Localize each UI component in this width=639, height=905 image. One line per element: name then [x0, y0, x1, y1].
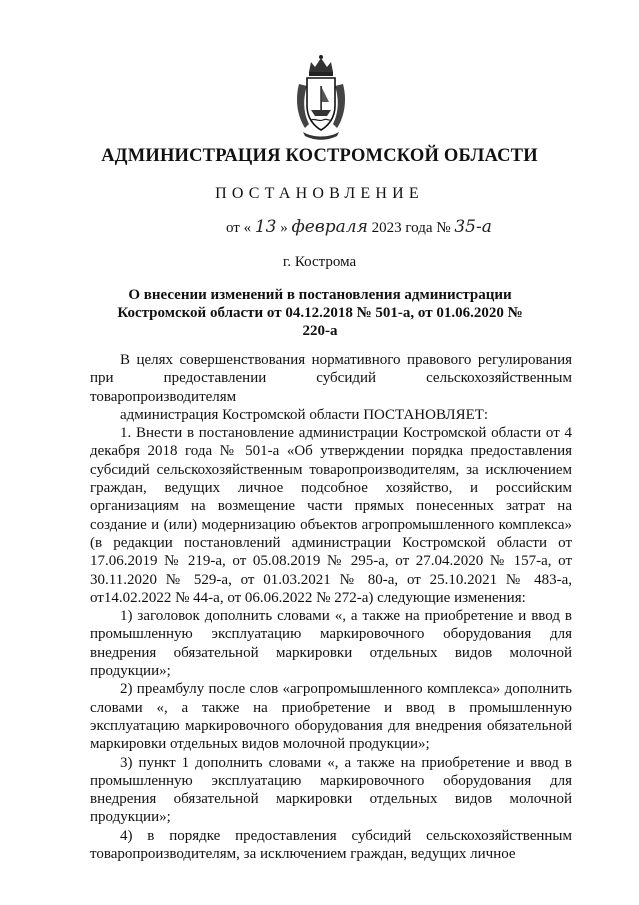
document-number: 35-а: [454, 217, 492, 237]
paragraph-subitem-3: 3) пункт 1 дополнить словами «, а также на приобретение и ввод в промышленную эксплуатацию маркировочного оборудования для внедрения обязательной маркировки отдельных видов молочной продукции»;: [90, 754, 572, 826]
coat-of-arms-emblem: [295, 54, 347, 140]
paragraph-resolves: администрация Костромской области ПОСТАНОВЛЯЕТ:: [120, 406, 489, 423]
city: г. Кострома: [282, 254, 357, 270]
date-year: 2023 года №: [371, 220, 451, 236]
paragraph-item-1: 1. Внести в постановление администрации Костромской области от 4 декабря 2018 года № 501-а «Об утверждении порядка предоставления субсидий сельскохозяйственным товаропроизводителям, за исключением граждан, ведущих личное подсобное хозяйство, и российским организациям на возмещение части прямых понесенных затрат на создание и (или) модернизацию объектов агропромышленного комплекса» (в редакции постановлений администрации Костромской области от 17.06.2019 № 219-а, от 05.08.2019 № 295-а, от 27.04.2020 № 157-а, от 30.11.2020 № 529-а, от 01.03.2021 № 80-а, от 25.10.2021 № 483-а, от14.02.2022 № 44-а, от 06.06.2022 № 272-а) следующие изменения:: [90, 425, 572, 606]
organization-name: АДМИНИСТРАЦИЯ КОСТРОМСКОЙ ОБЛАСТИ: [101, 146, 538, 166]
date-month: февраля: [291, 217, 368, 237]
paragraph-subitem-1: 1) заголовок дополнить словами «, а также на приобретение и ввод в промышленную эксплуатацию маркировочного оборудования для внедрения обязательной маркировки отдельных видов молочной продукции»;: [90, 608, 572, 680]
title-line-1: О внесении изменений в постановления администрации: [128, 287, 512, 303]
paragraph-subitem-2: 2) преамбулу после слов «агропромышленного комплекса» дополнить словами «, а также на приобретение и ввод в промышленную эксплуатацию маркировочного оборудования для внедрения обязательной маркировки отдельных видов молочной продукции»;: [90, 681, 572, 753]
title-line-2: Костромской области от 04.12.2018 № 501-а, от 01.06.2020 № 220-а: [117, 305, 523, 339]
paragraph-preamble: В целях совершенствования нормативного правового регулирования при предоставлении субсидий сельскохозяйственным товаропроизводителям: [90, 352, 572, 405]
date-line: [226, 217, 492, 237]
paragraph-subitem-4: 4) в порядке предоставления субсидий сельскохозяйственным товаропроизводителям, за исключением граждан, ведущих личное: [90, 827, 572, 863]
date-mid: »: [280, 220, 288, 236]
document-type: ПОСТАНОВЛЕНИЕ: [215, 185, 424, 202]
document-title: [110, 286, 530, 340]
document-body: [90, 351, 572, 863]
date-day: 13: [254, 217, 277, 237]
date-prefix: от «: [226, 220, 252, 236]
